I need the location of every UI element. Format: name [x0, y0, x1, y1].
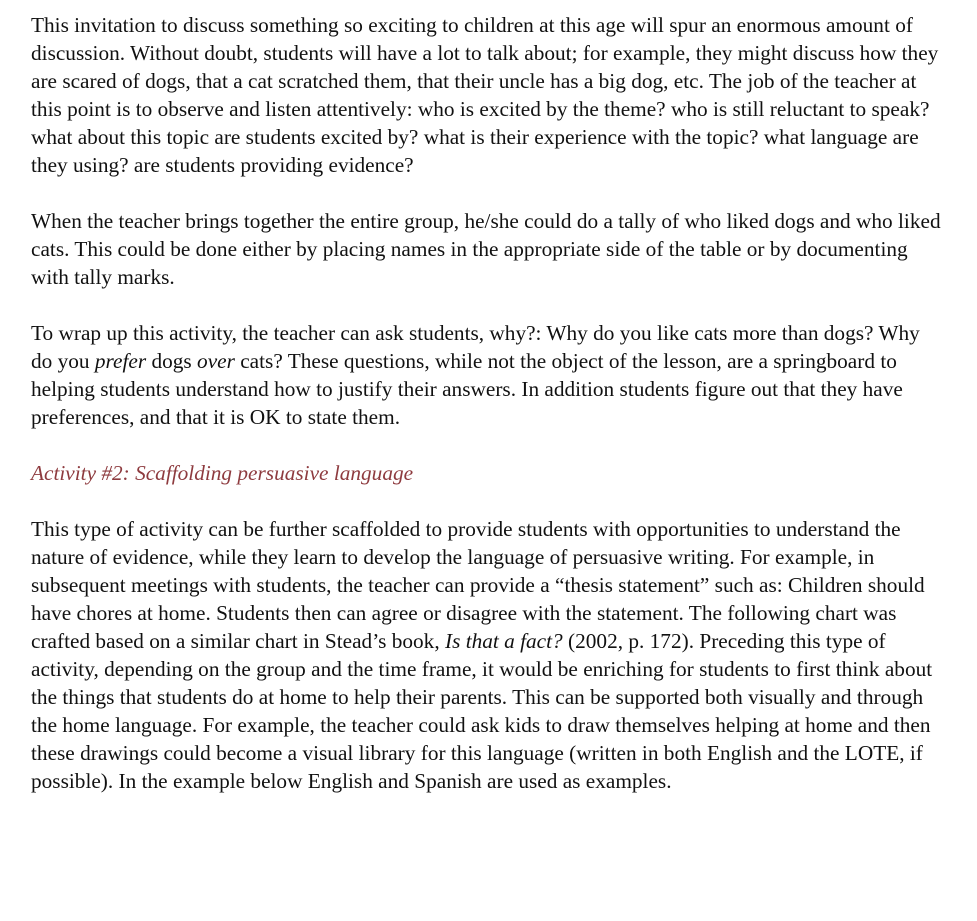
- book-title-is-that-a-fact: Is that a fact?: [444, 629, 563, 653]
- paragraph-tally: When the teacher brings together the entire group, he/she could do a tally of who liked dogs and who liked cats. This could be done either by placing names in the appropriate side of the table or by documenting with tally marks.: [31, 209, 941, 289]
- document-page: [31, 11, 946, 823]
- paragraph-wrap-up-text-2: dogs: [146, 349, 198, 373]
- section-heading-activity-2: Activity #2: Scaffolding persuasive language: [31, 461, 414, 485]
- paragraph-wrap-up-text-3: cats? These questions, while not the object of the lesson, are a springboard to helping students understand how to justify their answers. In addition students figure out that they have preferences, and that it is OK to state them.: [31, 349, 903, 429]
- paragraph-scaffolding-text-1: This type of activity can be further scaffolded to provide students with opportunities to understand the nature of evidence, while they learn to develop the language of persuasive writing. For example, in subsequent meetings with students, the teacher can provide a “thesis statement” such as: Children should have chores at home. Students then can agree or disagree with the statement. The following chart was crafted based on a similar chart in Stead’s book,: [31, 517, 925, 653]
- paragraph-wrap-up-text-1: To wrap up this activity, the teacher can ask students, why?: Why do you like cats more than dogs? Why do you: [31, 321, 920, 373]
- emphasis-over: over: [197, 349, 235, 373]
- paragraph-scaffolding: [31, 515, 946, 795]
- paragraph-scaffolding-text-2: (2002, p. 172). Preceding this type of activity, depending on the group and the time frame, it would be enriching for students to first think about the things that students do at home to help their parents. This can be supported both visually and through the home language. For example, the teacher could ask kids to draw themselves helping at home and then these drawings could become a visual library for this language (written in both English and the LOTE, if possible). In the example below English and Spanish are used as examples.: [31, 629, 933, 793]
- emphasis-prefer: prefer: [94, 349, 147, 373]
- paragraph-discussion: This invitation to discuss something so exciting to children at this age will spur an enormous amount of discussion. Without doubt, students will have a lot to talk about; for example, they might discuss how they are scared of dogs, that a cat scratched them, that their uncle has a big dog, etc. The job of the teacher at this point is to observe and listen attentively: who is excited by the theme? who is still reluctant to speak? what about this topic are students excited by? what is their experience with the topic? what language are they using? are students providing evidence?: [31, 13, 939, 177]
- paragraph-wrap-up: [31, 319, 946, 431]
